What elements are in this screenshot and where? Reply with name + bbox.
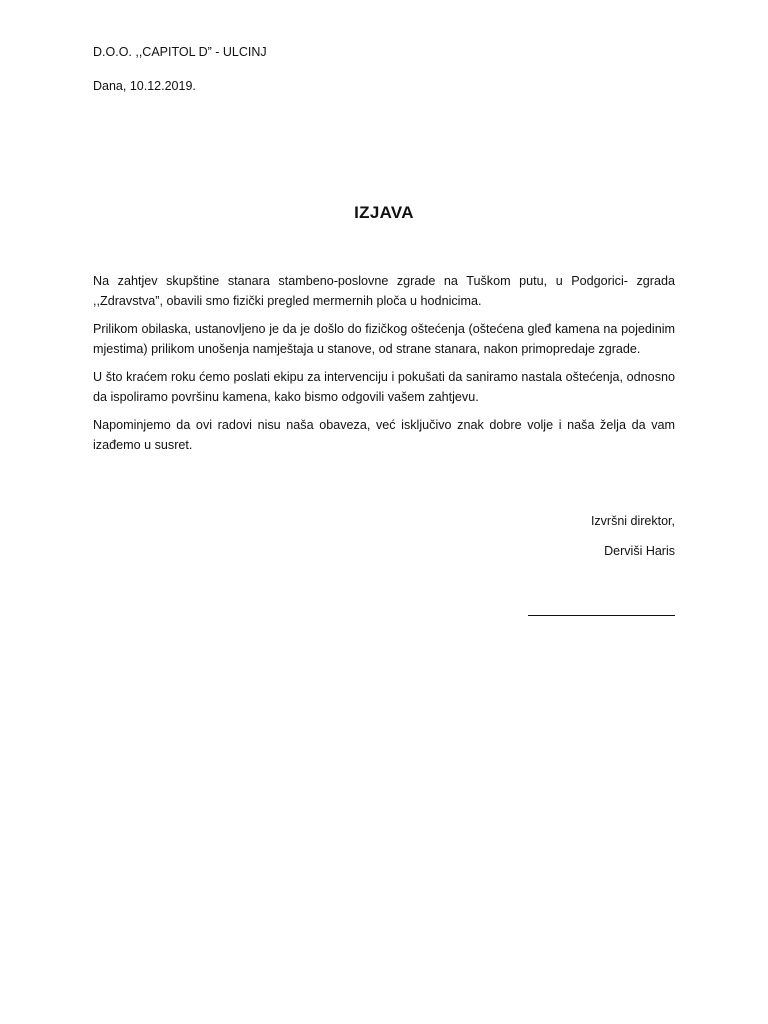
paragraph-action: U što kraćem roku ćemo poslati ekipu za intervenciju i pokušati da saniramo nastala oštećenja, odnosno da ispoliramo površinu kamena, kako bismo odgovili vašem zahtjevu.: [93, 370, 675, 404]
paragraph-request: Na zahtjev skupštine stanara stambeno-poslovne zgrade na Tuškom putu, u Podgorici- zgrada ,,Zdravstva”, obavili smo fizički pregled mermernih ploča u hodnicima.: [93, 274, 675, 308]
paragraph-findings: Prilikom obilaska, ustanovljeno je da je došlo do fizičkog oštećenja (oštećena gleđ kamena na pojedinim mjestima) prilikom unošenja namještaja u stanove, od strane stanara, nakon primopredaje zgrade.: [93, 322, 675, 356]
signature-name: Derviši Haris: [604, 544, 675, 558]
company-name: D.O.O. ,,CAPITOL D” - ULCINJ: [93, 45, 267, 59]
document-title: IZJAVA: [354, 203, 414, 222]
paragraph-note: Napominjemo da ovi radovi nisu naša obaveza, već isključivo znak dobre volje i naša želja da vam izađemo u susret.: [93, 418, 675, 452]
signature-role: Izvršni direktor,: [590, 514, 675, 528]
signature-line: [528, 615, 675, 616]
document-body: [93, 272, 675, 464]
signature-block: [591, 513, 675, 559]
document-date: Dana, 10.12.2019.: [93, 79, 196, 93]
